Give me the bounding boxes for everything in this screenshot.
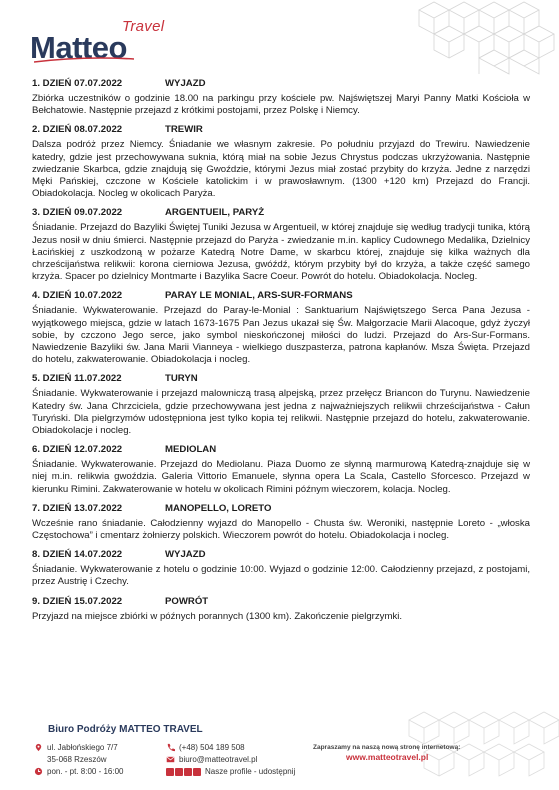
day-description: Śniadanie. Wykwaterowanie. Przejazd do Mediolanu. Piaza Duomo ze słynną marmurową Katedrą-znajduje się w niej m.in. relikwia gwoździa. Galeria Vittorio Emanuele, słynna opera La Scala, Castello Sforcesco. Przejazd w kierunku Rimini. Zakwaterowanie w hotelu w okolicach Rimini późnym wieczorem, kolacja. Nocleg. [32,459,530,495]
address-line [34,743,118,752]
day-description: Dalsza podróż przez Niemcy. Śniadanie we własnym zakresie. Po południu przyjazd do Trewiru. Nawiedzenie katedry, gdzie jest przechowywana suknia, którą miał na sobie Jezus Chrystus podczas ukrzyżowania. Następnie zwiedzanie Skarbca, gdzie znajdują się Gwoździe, którymi Jezus miał zostać przybity do krzyża. Jedne z narzędzi Męki Pańskiej, czczone w Kościele katolickim i w prawosławnym. (1300 +120 km) Przejazd do Francji. Obiadokolacja. Nocleg w okolicach Paryża. [32,139,530,200]
logo-travel-text: Travel [122,18,165,35]
day-description: Śniadanie. Przejazd do Bazyliki Świętej Tuniki Jezusa w Argentueil, w której znajduje się według tradycji tunika, którą Jezus nosił w dniu śmierci. Następnie przejazd do Paryża - zwiedzanie m.in. kaplicy Cudownego Medalika, Dzielnicy Łacińskiej z uszkodzoną w pożarze Katedrą Notre Dame, w skarbcu której, znajduje się kilka ważnych dla chrześcijaństwa relikwii: korona cierniowa Jezusa, gwóźdź, którym przybity był do krzyża, a także część samego krzyża. Spacer po dzielnicy Montmarte i Bazylika Sacre Coeur. Powrót do hotelu. Obiadokolacja. Nocleg. [32,222,530,283]
day-label: 7. DZIEŃ 13.07.2022 [32,502,123,514]
day-section [32,124,530,200]
email-line [166,755,257,764]
agency-name: Biuro Podróży MATTEO TRAVEL [48,724,203,735]
day-description: Śniadanie. Wykwaterowanie. Przejazd do Paray-le-Monial : Sanktuarium Najświętszego Serca Pana Jezusa - wyjątkowego miejsca, gdzie w latach 1673-1675 Pan Jezus ukazał się Św. Małgorzacie Marii Alacoque, gdyż życzył sobie, by czczono Jego serce, jako symbol nieskończonej miłości do ludzi. Przejazd do Ars-Sur-Formans. Nawiedzenie Bazyliki św. Jana Marii Vianneya - wielkiego duszpasterza, patrona kapłanów. Msza Święta. Przejazd do hotelu, zakwaterowanie. Obiadokolacja i nocleg. [32,305,530,366]
day-place: MANOPELLO, LORETO [165,502,272,514]
envelope-icon [166,755,175,764]
day-header [32,78,530,91]
clock-icon [34,767,43,776]
day-section [32,444,530,496]
page-header [0,0,559,76]
day-description: Wcześnie rano śniadanie. Całodzienny wyjazd do Manopello - Chusta św. Weroniki, następnie Loreto - „włoska Częstochowa” i cmentarz żołnierzy polskich. Wieczorem powrót do hotelu. Obiadokolacja i nocleg. [32,517,530,542]
day-label: 3. DZIEŃ 09.07.2022 [32,207,123,219]
day-description: Śniadanie. Wykwaterowanie z hotelu o godzinie 10:00. Wyjazd o godzinie 12:00. Całodzienny przejazd, z postojami, przez Austrię i Czechy. [32,564,530,588]
profiles-text: Nasze profile - udostępnij [205,767,296,776]
day-header [32,596,530,609]
email-address[interactable]: biuro@matteotravel.pl [179,755,258,764]
day-section [32,373,530,437]
day-header [32,503,530,516]
day-section [32,549,530,588]
day-section [32,207,530,283]
day-label: 5. DZIEŃ 11.07.2022 [32,373,122,385]
phone-icon [166,743,175,752]
day-header [32,444,530,457]
page-footer [0,700,559,790]
day-section [32,503,530,542]
phone-line [166,743,245,752]
website-promo: Zapraszamy na naszą nową stronę internetową: [313,744,461,751]
day-place: WYJAZD [165,549,206,561]
itinerary [32,78,530,630]
day-description: Zbiórka uczestników o godzinie 18.00 na parkingu przy kościele pw. Najświętszej Maryi Panny Matki Kościoła w Bełchatowie. Następnie przejazd z krótkimi postojami, przez Polskę i Niemcy. [32,93,530,117]
day-header [32,290,530,303]
day-header [32,373,530,386]
share-icon[interactable] [193,768,201,776]
day-label: 1. DZIEŃ 07.07.2022 [32,78,123,89]
hours-text: pon. - pt. 8:00 - 16:00 [47,767,124,776]
day-place: TREWIR [165,124,203,136]
day-place: PARAY LE MONIAL, ARS-SUR-FORMANS [165,290,353,302]
logo-name-text: Matteo [30,30,127,65]
day-place: MEDIOLAN [165,444,217,456]
matteo-travel-logo [30,18,165,68]
youtube-icon[interactable] [184,768,192,776]
day-description: Przyjazd na miejsce zbiórki w późnych porannych (1300 km). Zakończenie pielgrzymki. [32,610,403,622]
location-pin-icon [34,743,43,752]
logo-swoosh-icon [34,56,134,64]
day-label: 4. DZIEŃ 10.07.2022 [32,290,123,302]
address-city: 35-068 Rzeszów [47,755,107,764]
day-header [32,124,530,137]
day-description: Śniadanie. Wykwaterowanie i przejazd malowniczą trasą alpejską, przez przełęcz Briancon do Turynu. Nawiedzenie Katedry św. Jana Chrzciciela, gdzie przechowywana jest jedna z najważniejszych relikwii chrześcijaństwa - Całun Turyński. Dla pielgrzymów udostępniona jest tylko kopia tej relikwii. Następnie przejazd do hotelu, zakwaterowanie. Obiadokolacje i nocleg. [32,388,530,437]
address-street: ul. Jabłońskiego 7/7 [47,743,118,752]
day-label: 6. DZIEŃ 12.07.2022 [32,444,123,456]
day-place: TURYN [165,373,198,385]
day-header [32,207,530,220]
website-link[interactable]: www.matteotravel.pl [346,752,429,762]
day-place: WYJAZD [165,78,206,89]
day-section [32,596,530,623]
facebook-icon[interactable] [166,768,174,776]
day-place: ARGENTUEIL, PARYŻ [165,207,265,219]
day-place: POWRÓT [165,595,209,607]
day-label: 8. DZIEŃ 14.07.2022 [32,549,123,561]
phone-number[interactable]: (+48) 504 189 508 [179,743,245,752]
day-label: 2. DZIEŃ 08.07.2022 [32,124,123,136]
cube-pattern-decoration [399,0,559,78]
day-header [32,549,530,562]
instagram-icon[interactable] [175,768,183,776]
day-label: 9. DZIEŃ 15.07.2022 [32,595,123,607]
day-section [32,290,530,366]
day-section [32,78,530,117]
opening-hours [34,767,124,776]
social-line [166,767,295,776]
